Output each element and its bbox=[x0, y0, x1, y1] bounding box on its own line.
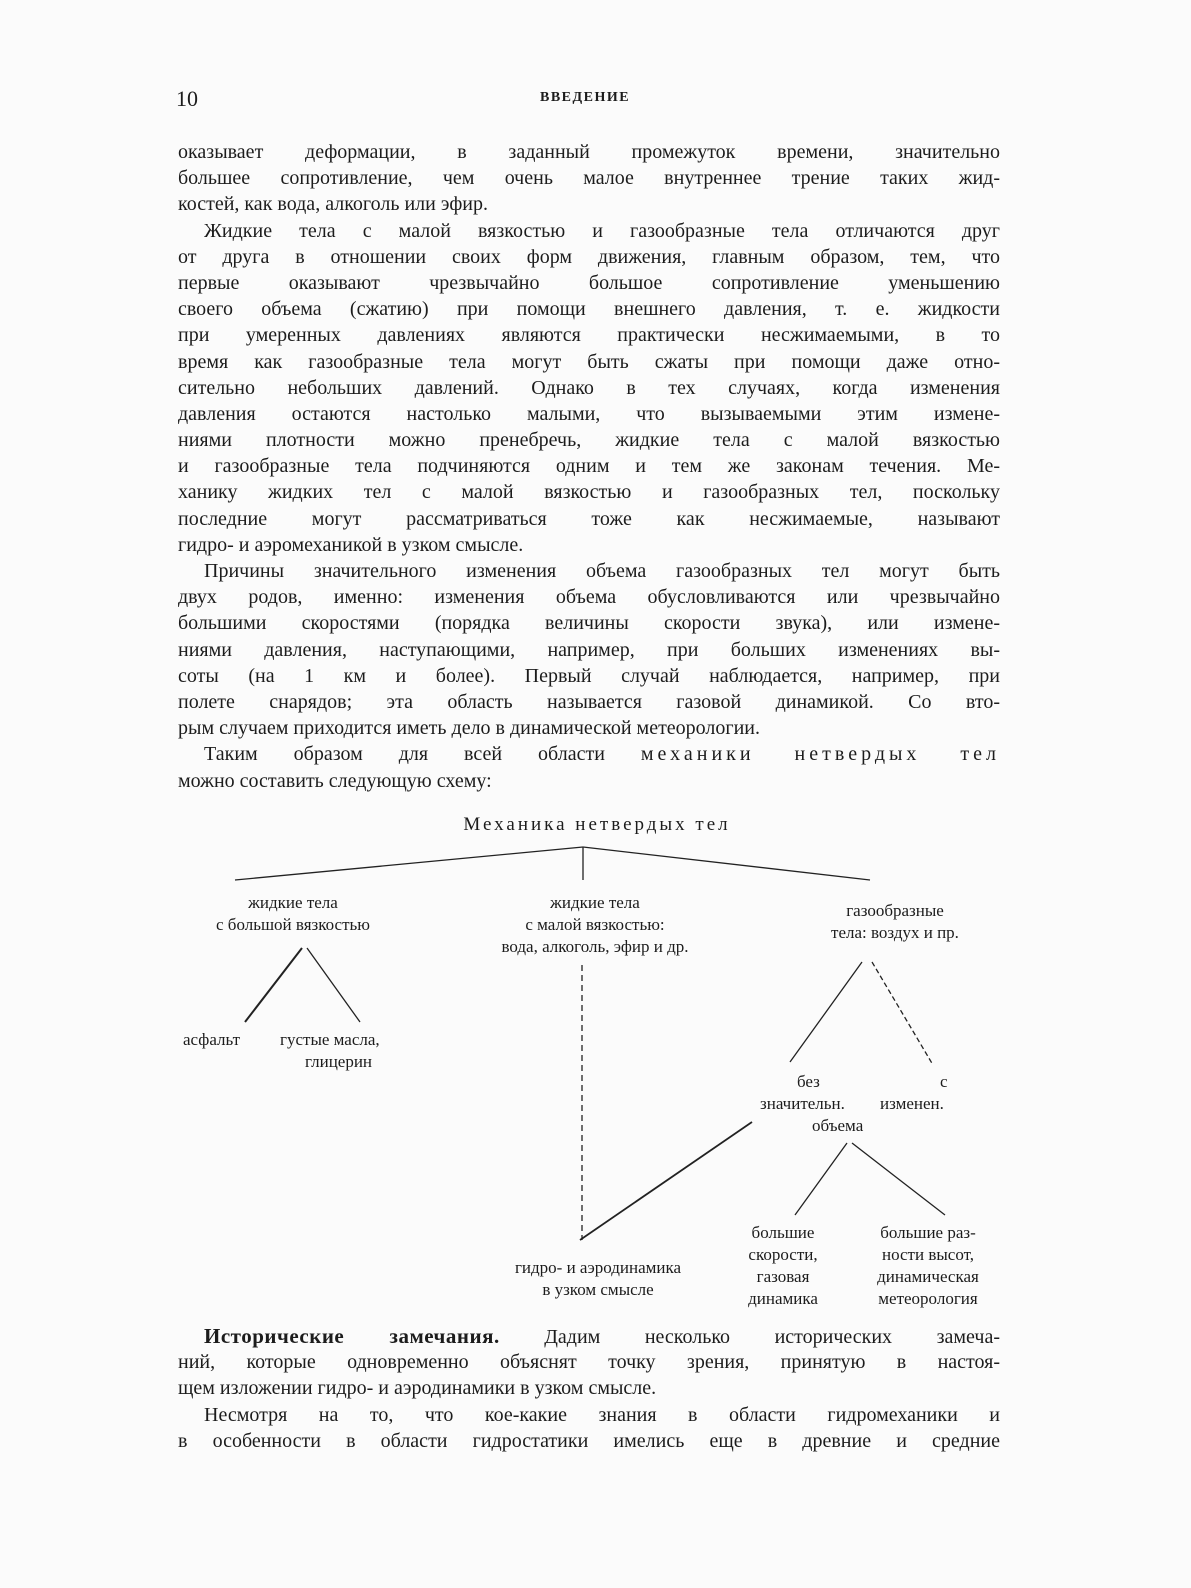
text-line: костей, как вода, алкоголь или эфир. bbox=[178, 193, 488, 216]
body-text-bottom bbox=[178, 1323, 1000, 1454]
text-line: от друга в отношении своих форм движения, главным образом, тем, что bbox=[178, 245, 1000, 268]
node-line: жидкие тела bbox=[248, 893, 338, 912]
text-line: Причины значительного изменения объема газообразных тел могут быть bbox=[204, 560, 1000, 582]
text-span: Дадим несколько исторических замеча- bbox=[544, 1326, 1000, 1348]
spaced-text: механики нетвердых тел bbox=[640, 743, 1000, 766]
text-line: сительно небольших давлений. Однако в тех случаях, когда изменения bbox=[178, 376, 1000, 399]
node-without-2: значительн. bbox=[760, 1094, 845, 1113]
diagram-line bbox=[580, 1122, 752, 1240]
text-line: большими скоростями (порядка величины скорости звука), или измене- bbox=[178, 612, 1000, 635]
node-line: газообразные bbox=[846, 901, 944, 920]
node-line: ности высот, bbox=[881, 1245, 974, 1264]
node-line: с малой вязкостью: bbox=[525, 915, 665, 934]
text-line: двух родов, именно: изменения объема обусловливаются или чрезвычайно bbox=[178, 586, 1000, 609]
text-line: и газообразные тела подчиняются одним и тем же законам течения. Ме- bbox=[178, 455, 1000, 478]
node-low-viscosity bbox=[460, 892, 730, 958]
node-line: в узком смысле bbox=[542, 1280, 654, 1299]
node-hydrodynamics bbox=[478, 1257, 718, 1301]
text-line: соты (на 1 км и более). Первый случай наблюдается, например, при bbox=[178, 664, 1000, 687]
text-line: Жидкие тела с малой вязкостью и газообразные тела отличаются друг bbox=[204, 219, 1000, 242]
node-line: большие раз- bbox=[880, 1223, 976, 1242]
text-line bbox=[178, 1323, 1000, 1349]
text-line: большее сопротивление, чем очень малое внутреннее трение таких жид- bbox=[178, 167, 1000, 190]
node-line: большие bbox=[751, 1223, 815, 1242]
diagram-line bbox=[245, 948, 302, 1022]
diagram-line bbox=[307, 948, 360, 1022]
text-line: полете снарядов; эта область называется газовой динамикой. Со вто- bbox=[178, 690, 1000, 713]
node-with-1: с bbox=[940, 1072, 948, 1091]
node-line: газовая bbox=[756, 1267, 810, 1286]
text-line: время как газообразные тела могут быть сжаты при помощи даже отно- bbox=[178, 350, 1000, 373]
text-line: давления остаются настолько малыми, что вызываемыми этим измене- bbox=[178, 402, 1000, 425]
node-line: метеорология bbox=[878, 1289, 978, 1308]
text-line: гидро- и аэромеханикой в узком смысле. bbox=[178, 533, 524, 556]
diagram-line bbox=[795, 1143, 847, 1215]
node-oils-1: густые масла, bbox=[280, 1030, 380, 1049]
text-line: можно составить следующую схему: bbox=[178, 769, 492, 792]
node-without-1: без bbox=[797, 1072, 820, 1091]
node-line: жидкие тела bbox=[550, 893, 640, 912]
node-with-2: изменен. bbox=[880, 1094, 944, 1113]
node-line: динамика bbox=[748, 1289, 818, 1308]
node-line: динамическая bbox=[877, 1267, 979, 1286]
node-asphalt: асфальт bbox=[183, 1030, 241, 1049]
node-gases bbox=[795, 900, 995, 944]
text-line: первые оказывают чрезвычайно большое сопротивление уменьшению bbox=[178, 271, 1000, 294]
node-oils-2: глицерин bbox=[305, 1052, 373, 1071]
section-heading: Исторические замечания. bbox=[204, 1324, 500, 1348]
diagram-line bbox=[852, 1143, 945, 1215]
node-high-viscosity bbox=[183, 892, 403, 936]
text-line: ний, которые одновременно объяснят точку зрения, принятую в настоя- bbox=[178, 1351, 1000, 1374]
node-line: вода, алкоголь, эфир и др. bbox=[501, 937, 689, 956]
diagram-line bbox=[872, 962, 933, 1065]
page-number: 10 bbox=[176, 86, 198, 111]
text-line: своего объема (сжатию) при помощи внешнего давления, т. е. жидкости bbox=[178, 298, 1000, 321]
text-line: ниями плотности можно пренебречь, жидкие тела с малой вязкостью bbox=[178, 429, 1000, 452]
node-without-3: объема bbox=[812, 1116, 864, 1135]
node-line: гидро- и аэродинамика bbox=[514, 1258, 682, 1277]
text-line: ханику жидких тел с малой вязкостью и газообразных тел, поскольку bbox=[178, 481, 1000, 504]
node-line: с большой вязкостью bbox=[216, 915, 370, 934]
text-line: ниями давления, наступающими, например, при больших изменениях вы- bbox=[178, 638, 1000, 661]
diagram-line bbox=[790, 962, 862, 1062]
diagram-line bbox=[235, 847, 583, 880]
diagram-root: Механика нетвердых тел bbox=[463, 814, 731, 835]
text-span: Таким образом для всей области bbox=[204, 743, 605, 766]
node-meteorology bbox=[858, 1222, 998, 1310]
text-line: рым случаем приходится иметь дело в динамической метеорологии. bbox=[178, 717, 761, 740]
text-line: Несмотря на то, что кое-какие знания в области гидромеханики и bbox=[204, 1403, 1000, 1426]
text-line: оказывает деформации, в заданный промежуток времени, значительно bbox=[178, 141, 1000, 163]
diagram-line bbox=[583, 847, 870, 880]
text-line: в особенности в области гидростатики имелись еще в древние и средние bbox=[178, 1429, 1000, 1452]
node-line: тела: воздух и пр. bbox=[831, 923, 959, 942]
text-line: при умеренных давлениях являются практически несжимаемыми, в то bbox=[178, 324, 1000, 347]
node-line: скорости, bbox=[748, 1245, 818, 1264]
text-line: щем изложении гидро- и аэродинамики в узком смысле. bbox=[178, 1377, 657, 1400]
text-line: последние могут рассматриваться тоже как несжимаемые, называют bbox=[178, 507, 1000, 530]
node-gas-dynamics bbox=[730, 1222, 836, 1310]
running-title: ВВЕДЕНИЕ bbox=[540, 90, 631, 105]
